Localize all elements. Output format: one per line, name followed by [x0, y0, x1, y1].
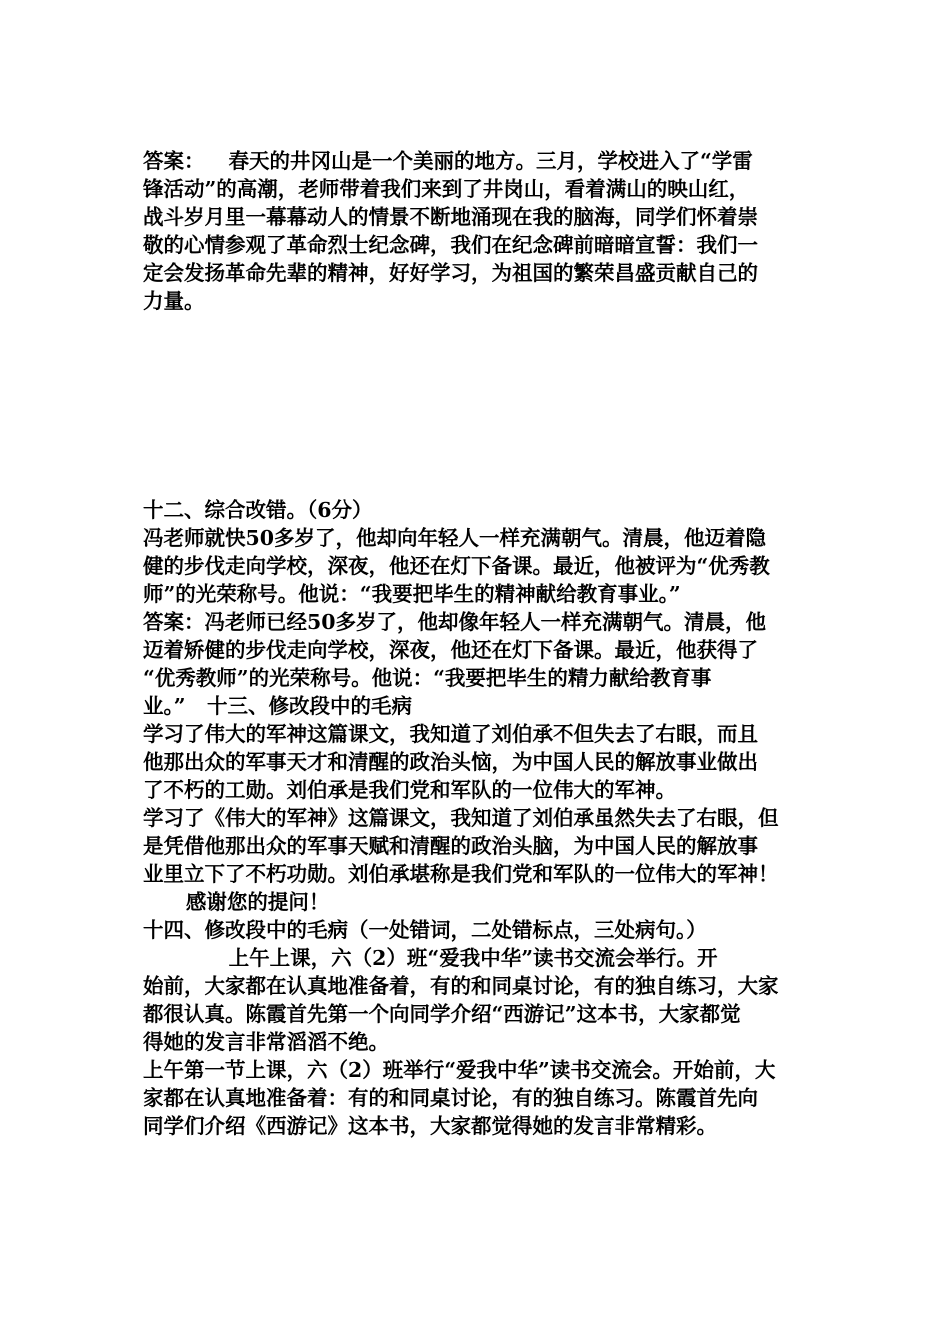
- text-line: 上午上课，六（2）班“爱我中华”读书交流会举行。开: [143, 946, 718, 970]
- answer-line: 战斗岁月里一幕幕动人的情景不断地涌现在我的脑海，同学们怀着崇: [143, 205, 758, 229]
- text-line: 同学们介绍《西游记》这本书，大家都觉得她的发言非常精彩。: [143, 1114, 717, 1138]
- text-line: 学习了伟大的军神这篇课文，我知道了刘伯承不但失去了右眼，而且: [143, 722, 758, 746]
- answer-line: 敬的心情参观了革命烈士纪念碑，我们在纪念碑前暗暗宣誓：我们一: [143, 233, 758, 257]
- text-line: 答案：冯老师已经50多岁了，他却像年轻人一样充满朝气。清晨，他: [143, 610, 767, 634]
- section-heading-12: 十二、综合改错。（6分）: [143, 498, 373, 522]
- answer-label: 答案：: [143, 149, 205, 173]
- answer-line: [143, 147, 823, 175]
- text-line: “优秀教师”的光荣称号。他说：“我要把毕生的精力献给教育事: [143, 666, 712, 690]
- exercises-section: [143, 496, 823, 1140]
- answer-line: 定会发扬革命先辈的精神，好好学习，为祖国的繁荣昌盛贡献自己的: [143, 261, 758, 285]
- text-line: 业里立下了不朽功勋。刘伯承堪称是我们党和军队的一位伟大的军神！: [143, 862, 779, 886]
- text-line: 师”的光荣称号。他说：“我要把毕生的精神献给教育事业。”: [143, 582, 681, 606]
- text-line: 始前，大家都在认真地准备着，有的和同桌讨论，有的独自练习，大家: [143, 974, 779, 998]
- thanks-line: 感谢您的提问！: [143, 890, 330, 914]
- text-line: 冯老师就快50多岁了，他却向年轻人一样充满朝气。清晨，他迈着隐: [143, 526, 767, 550]
- section-heading-13: 业。” 十三、修改段中的毛病: [143, 694, 412, 718]
- text-line: 健的步伐走向学校，深夜，他还在灯下备课。最近，他被评为“优秀教: [143, 554, 770, 578]
- text-line: 了不朽的工勋。刘伯承是我们党和军队的一位伟大的军神。: [143, 778, 676, 802]
- text-line: 他那出众的军事天才和清醒的政治头恼，为中国人民的解放事业做出: [143, 750, 758, 774]
- answer-line: 力量。: [143, 289, 205, 313]
- text-line: 是凭借他那出众的军事天赋和清醒的政治头脑，为中国人民的解放事: [143, 834, 758, 858]
- answer-paragraph: [143, 147, 823, 315]
- text-line: 学习了《伟大的军神》这篇课文，我知道了刘伯承虽然失去了右眼，但: [143, 806, 779, 830]
- text-line: 得她的发言非常滔滔不绝。: [143, 1030, 389, 1054]
- text-line: 家都在认真地准备着：有的和同桌讨论，有的独自练习。陈霞首先向: [143, 1086, 758, 1110]
- text-line: 上午第一节上课，六（2）班举行“爱我中华”读书交流会。开始前，大: [143, 1058, 776, 1082]
- text-line: 都很认真。陈霞首先第一个向同学介绍“西游记”这本书，大家都觉: [143, 1002, 741, 1026]
- answer-line: 锋活动”的高潮，老师带着我们来到了井岗山，看着满山的映山红，: [143, 177, 750, 201]
- section-heading-14: 十四、修改段中的毛病（一处错词，二处错标点，三处病句。）: [143, 918, 707, 942]
- text-line: 迈着矫健的步伐走向学校，深夜，他还在灯下备课。最近，他获得了: [143, 638, 758, 662]
- answer-line-text: 春天的井冈山是一个美丽的地方。三月，学校进入了“学雷: [228, 149, 753, 173]
